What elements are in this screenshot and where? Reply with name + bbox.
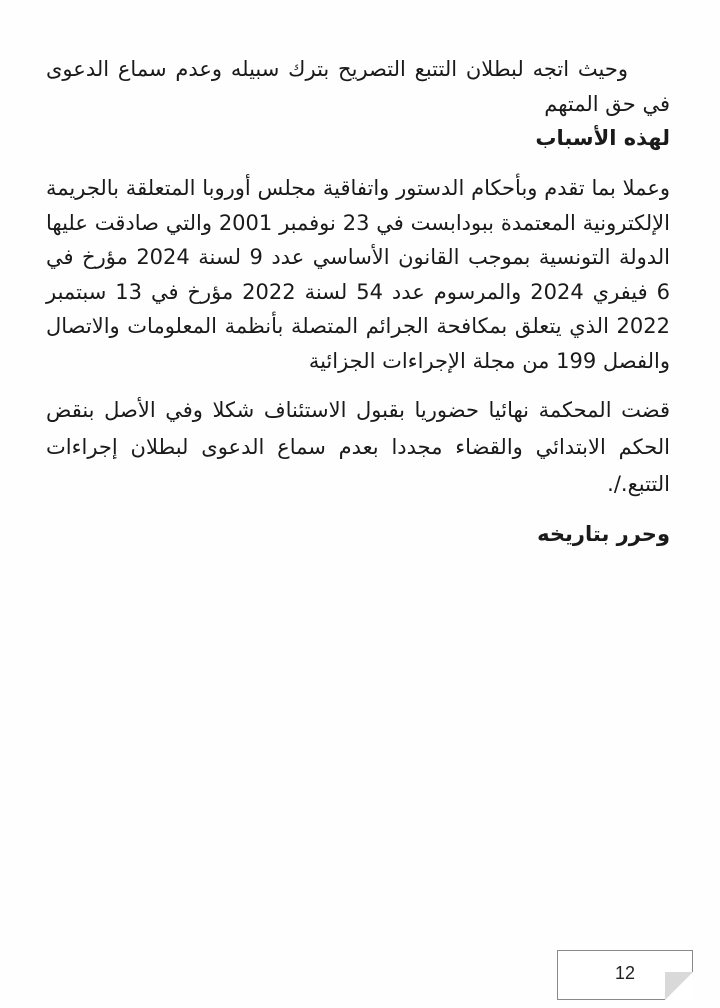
ruling-paragraph: قضت المحكمة نهائيا حضوريا بقبول الاستئناف شكلا وفي الأصل بنقض الحكم الابتدائي والقضاء مجددا بعدم سماع الدعوى لبطلان إجراءات التتبع./.	[46, 398, 670, 496]
folded-corner-icon	[665, 972, 693, 1000]
closing-signature-line: وحرر بتاريخه	[537, 522, 670, 546]
page-number: 12	[614, 963, 636, 983]
grounds-heading: لهذه الأسباب	[535, 126, 670, 150]
intro-paragraph: وحيث اتجه لبطلان التتبع التصريح بترك سبيله وعدم سماع الدعوى في حق المتهم	[46, 57, 670, 116]
grounds-paragraph: وعملا بما تقدم وبأحكام الدستور واتفاقية مجلس أوروبا المتعلقة بالجريمة الإلكترونية المعتمدة ببودابست في 23 نوفمبر 2001 والتي صادقت عليها الدولة التونسية بموجب القانون الأساسي عدد 9 لسنة 2024 مؤرخ في 6 فيفري 2024 والمرسوم عدد 54 لسنة 2022 مؤرخ في 13 سبتمبر 2022 الذي يتعلق بمكافحة الجرائم المتصلة بأنظمة المعلومات والاتصال والفصل 199 من مجلة الإجراءات الجزائية	[46, 176, 670, 373]
document-body	[46, 52, 670, 551]
page-number-box	[557, 950, 693, 1000]
